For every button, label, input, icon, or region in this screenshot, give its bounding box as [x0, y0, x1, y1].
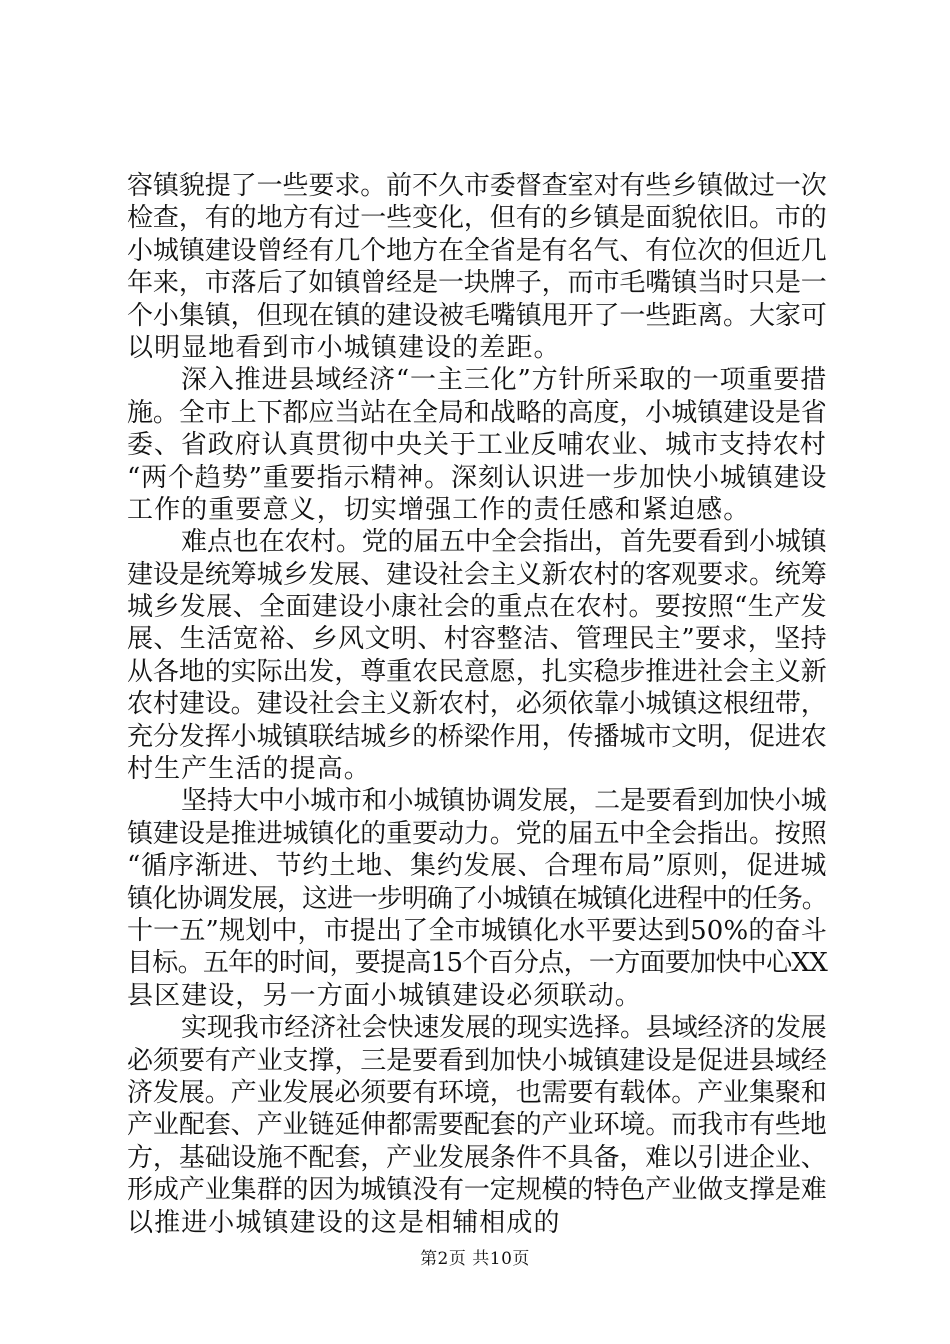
- text-line: 年来，市落后了如镇曾经是一块牌子，而市毛嘴镇当时只是一: [127, 268, 827, 299]
- text-line: 个小集镇，但现在镇的建设被毛嘴镇甩开了一些距离。大家可: [127, 300, 827, 331]
- text-line: “循序渐进、节约土地、集约发展、合理布局”原则，促进城: [127, 851, 828, 882]
- text-line: 方，基础设施不配套，产业发展条件不具备，难以引进企业、: [127, 1142, 827, 1173]
- text-line: 农村建设。建设社会主义新农村，必须依靠小城镇这根纽带，: [127, 689, 827, 720]
- text-line: 充分发挥小城镇联结城乡的桥梁作用，传播城市文明，促进农: [127, 721, 827, 752]
- text-line: 建设是统筹城乡发展、建设社会主义新农村的客观要求。统筹: [127, 559, 827, 590]
- text-line: 小城镇建设曾经有几个地方在全省是有名气、有位次的但近几: [127, 235, 827, 266]
- text-line: 检查，有的地方有过一些变化，但有的乡镇是面貌依旧。市的: [127, 203, 827, 234]
- text-line: 从各地的实际出发，尊重农民意愿，扎实稳步推进社会主义新: [127, 656, 827, 687]
- paragraph-first-line: 实现我市经济社会快速发展的现实选择。县域经济的发展: [181, 1013, 827, 1044]
- text-line: 委、省政府认真贯彻中央关于工业反哺农业、城市支持农村: [127, 430, 827, 461]
- text-line: 目标。五年的时间，要提高15个百分点，一方面要加快中心XX: [127, 948, 828, 979]
- text-line: 镇建设是推进城镇化的重要动力。党的届五中全会指出。按照: [127, 818, 827, 849]
- text-line: 十一五”规划中，市提出了全市城镇化水平要达到50%的奋斗: [127, 915, 827, 946]
- text-line: 济发展。产业发展必须要有环境，也需要有载体。产业集聚和: [127, 1077, 827, 1108]
- text-line: 村生产生活的提高。: [127, 754, 371, 785]
- text-line: 县区建设，另一方面小城镇建设必须联动。: [127, 980, 642, 1011]
- paragraph-first-line: 深入推进县域经济“一主三化”方针所采取的一项重要措: [181, 365, 828, 396]
- text-line: 镇化协调发展，这进一步明确了小城镇在城镇化进程中的任务。: [127, 883, 827, 914]
- paragraph-first-line: 坚持大中小城市和小城镇协调发展，二是要看到加快小城: [181, 786, 827, 817]
- document-body: [127, 170, 827, 1239]
- text-line: 产业配套、产业链延伸都需要配套的产业环境。而我市有些地: [127, 1110, 827, 1141]
- text-line: 形成产业集群的因为城镇没有一定规模的特色产业做支撑是难: [127, 1175, 827, 1206]
- text-line: 施。全市上下都应当站在全局和战略的高度，小城镇建设是省: [127, 397, 827, 428]
- text-line: 城乡发展、全面建设小康社会的重点在农村。要按照“生产发: [127, 592, 827, 623]
- page-footer: 第2页 共10页: [420, 1249, 530, 1269]
- text-line: 以推进小城镇建设的这是相辅相成的: [127, 1207, 561, 1238]
- text-line: 以明显地看到市小城镇建设的差距。: [127, 332, 561, 363]
- text-line: “两个趋势”重要指示精神。深刻认识进一步加快小城镇建设: [127, 462, 828, 493]
- text-line: 工作的重要意义，切实增强工作的责任感和紧迫感。: [127, 494, 751, 525]
- text-line: 必须要有产业支撑，三是要看到加快小城镇建设是促进县域经: [127, 1045, 827, 1076]
- text-line: 展、生活宽裕、乡风文明、村容整洁、管理民主”要求，坚持: [127, 624, 827, 655]
- text-line: 容镇貌提了一些要求。前不久市委督查室对有些乡镇做过一次: [127, 171, 827, 201]
- paragraph-first-line: 难点也在农村。党的届五中全会指出，首先要看到小城镇: [181, 527, 827, 558]
